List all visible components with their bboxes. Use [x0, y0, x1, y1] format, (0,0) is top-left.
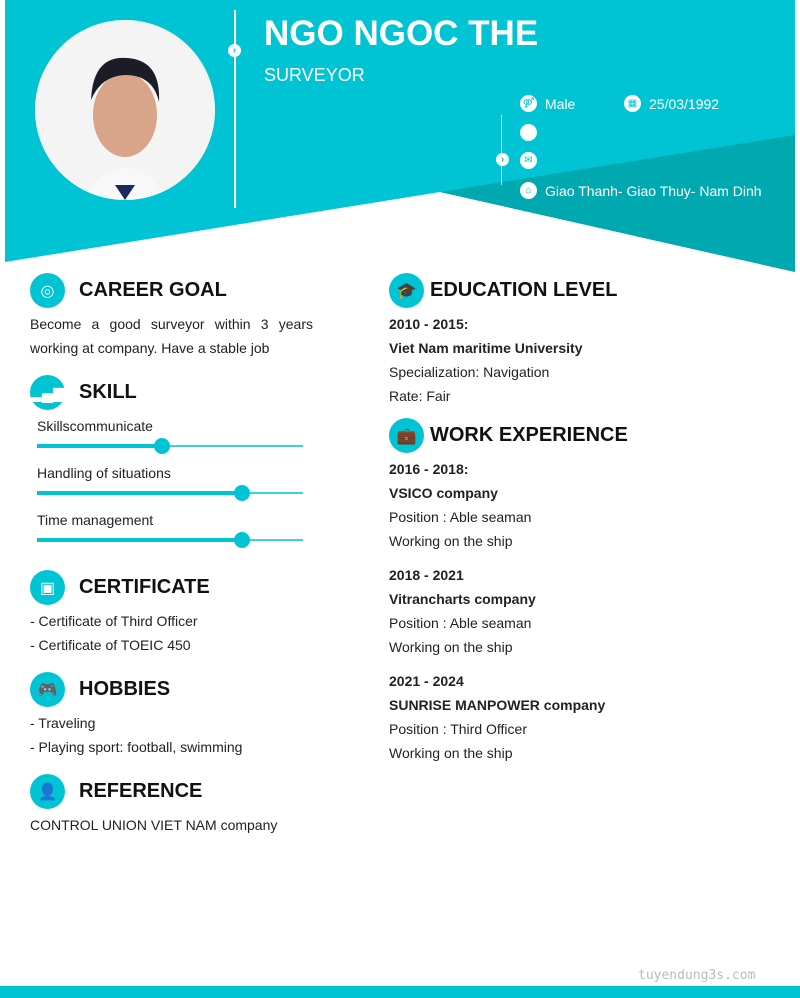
- avatar: [35, 20, 215, 200]
- job-title: SURVEYOR: [264, 65, 365, 85]
- watermark: tuyendung3s.com: [638, 968, 756, 983]
- work-job: 2016 - 2018: VSICO company Position : Able seaman Working on the ship: [389, 461, 532, 549]
- hobby-item: - Playing sport: football, swimming: [30, 739, 243, 755]
- reference-text: CONTROL UNION VIET NAM company: [30, 817, 278, 833]
- skill-bar: [37, 492, 303, 494]
- certificate-icon: ▣: [30, 570, 65, 605]
- hobby-item: - Traveling: [30, 715, 96, 731]
- skill-label: Time management: [37, 512, 154, 528]
- skill-label: Handling of situations: [37, 465, 171, 481]
- mail-icon: ✉: [520, 152, 537, 169]
- chevron-right-icon: ›: [496, 153, 509, 166]
- skill-label: Skillscommunicate: [37, 418, 153, 434]
- footer-bar: [0, 986, 800, 998]
- calendar-icon: ▦: [624, 95, 641, 112]
- education-rate: Rate: Fair: [389, 388, 451, 404]
- skill-heading: ▂▄▆ SKILL: [30, 375, 137, 410]
- address-info: ⌂ Giao Thanh- Giao Thuy- Nam Dinh: [520, 182, 762, 199]
- hobbies-heading: 🎮 HOBBIES: [30, 672, 170, 707]
- certificate-heading: ▣ CERTIFICATE: [30, 570, 210, 605]
- phone-icon: [520, 124, 537, 141]
- education-spec: Specialization: Navigation: [389, 364, 550, 380]
- education-period: 2010 - 2015:: [389, 316, 469, 332]
- education-school: Viet Nam maritime University: [389, 340, 583, 356]
- skill-bar: [37, 445, 303, 447]
- gamepad-icon: 🎮: [30, 672, 65, 707]
- career-goal-heading: ◎ CAREER GOAL: [30, 273, 227, 308]
- work-job: 2021 - 2024 SUNRISE MANPOWER company Position : Third Officer Working on the ship: [389, 673, 606, 761]
- certificate-item: - Certificate of Third Officer: [30, 613, 198, 629]
- education-heading: 🎓 EDUCATION LEVEL: [389, 273, 617, 308]
- bar-chart-icon: ▂▄▆: [30, 375, 65, 410]
- target-icon: ◎: [30, 273, 65, 308]
- email-info: [520, 152, 537, 169]
- home-icon: ⌂: [520, 182, 537, 199]
- reference-heading: 👤 REFERENCE: [30, 774, 202, 809]
- work-heading: 💼 WORK EXPERIENCE: [389, 418, 628, 453]
- skill-bar: [37, 539, 303, 541]
- gender-info: ⚤ Male: [520, 95, 575, 112]
- certificate-item: - Certificate of TOEIC 450: [30, 637, 191, 653]
- full-name: NGO NGOC THE: [264, 14, 539, 53]
- user-icon: 👤: [30, 774, 65, 809]
- graduation-cap-icon: 🎓: [389, 273, 424, 308]
- gender-icon: ⚤: [520, 95, 537, 112]
- timeline-line: [234, 10, 236, 208]
- phone-info: [520, 124, 537, 141]
- briefcase-icon: 💼: [389, 418, 424, 453]
- work-job: 2018 - 2021 Vitrancharts company Position : Able seaman Working on the ship: [389, 567, 536, 655]
- chevron-right-icon: ›: [228, 44, 241, 57]
- birthday-info: ▦ 25/03/1992: [624, 95, 719, 112]
- info-line: [501, 115, 502, 185]
- career-goal-text: Become a good surveyor within 3 years working at company. Have a stable job: [30, 316, 313, 356]
